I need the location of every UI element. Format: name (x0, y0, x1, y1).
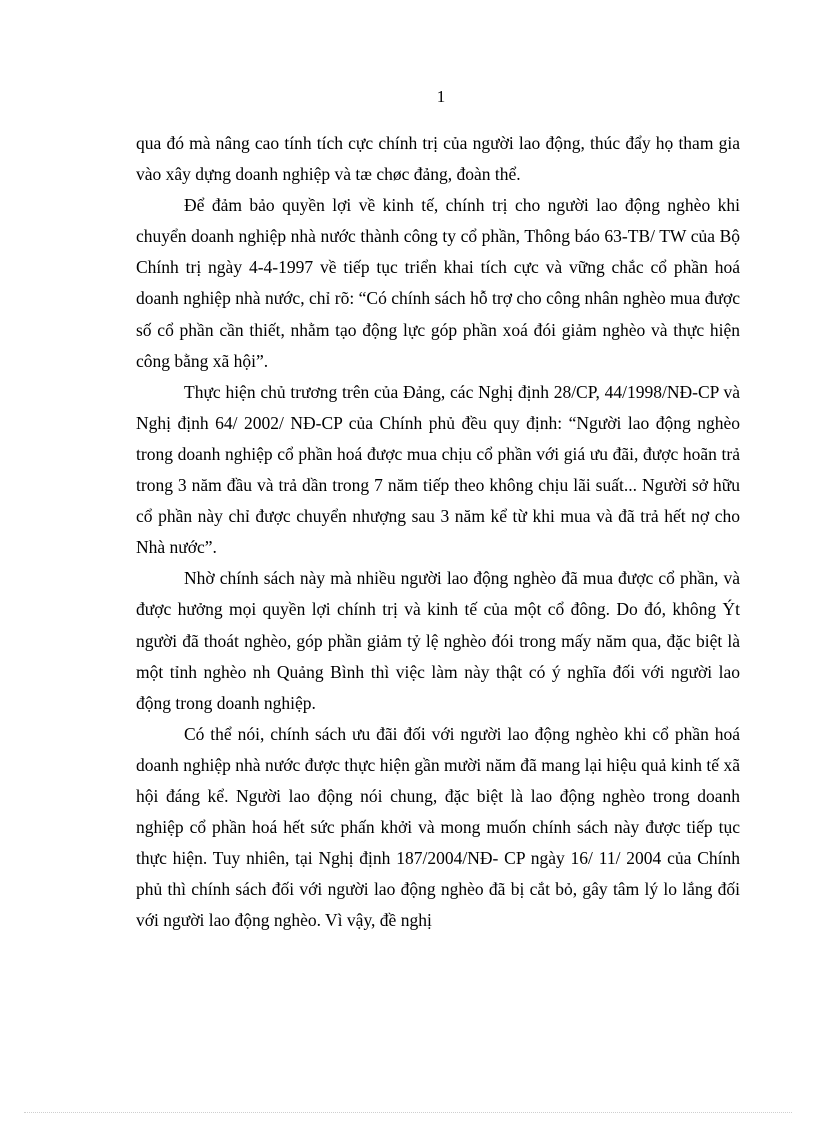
paragraph-1: qua đó mà nâng cao tính tích cực chính trị của người lao động, thúc đẩy họ tham gia vào xây dựng doanh nghiệp và tæ chøc đảng, đoàn thể. (136, 133, 740, 185)
paragraph-5: Có thể nói, chính sách ưu đãi đối với người lao động nghèo khi cổ phần hoá doanh nghiệp nhà nước được thực hiện gần mười năm đã mang lại hiệu quả kinh tế xã hội đáng kể. Người lao động nói chung, đặc biệt là lao động nghèo trong doanh nghiệp cổ phần hoá hết sức phấn khởi và mong muốn chính sách này được tiếp tục thực hiện. Tuy nhiên, tại Nghị định 187/2004/NĐ- CP ngày 16/ 11/ 2004 của Chính phủ thì chính sách đối với người lao động nghèo đã bị cắt bỏ, gây tâm lý lo lắng đối với người lao động nghèo. Vì vậy, đề nghị (136, 723, 740, 931)
page-bottom-divider (24, 1112, 792, 1113)
paragraph-3: Thực hiện chủ trương trên của Đảng, các Nghị định 28/CP, 44/1998/NĐ-CP và Nghị định 64/ 2002/ NĐ-CP của Chính phủ đều quy định: “Người lao động nghèo trong doanh nghiệp cổ phần hoá được mua chịu cổ phần với giá ưu đãi, được hoãn trả trong 3 năm đầu và trả dần trong 7 năm tiếp theo không chịu lãi suất... Người sở hữu cổ phần này chỉ được chuyển nhượng sau 3 năm kể từ khi mua và đã trả hết nợ cho Nhà nước”. (136, 381, 740, 558)
document-body (136, 128, 740, 936)
paragraph-2: Để đảm bảo quyền lợi về kinh tế, chính trị cho người lao động nghèo khi chuyển doanh nghiệp nhà nước thành công ty cổ phần, Thông báo 63-TB/ TW của Bộ Chính trị ngày 4-4-1997 về tiếp tục triển khai tích cực và vững chắc cổ phần hoá doanh nghiệp nhà nước, chỉ rõ: “Có chính sách hỗ trợ cho công nhân nghèo mua được số cổ phần cần thiết, nhằm tạo động lực góp phần xoá đói giảm nghèo và thực hiện công bằng xã hội”. (136, 195, 740, 371)
paragraph-4: Nhờ chính sách này mà nhiều người lao động nghèo đã mua được cổ phần, và được hưởng mọi quyền lợi chính trị và kinh tế của một cổ đông. Do đó, không Ýt người đã thoát nghèo, góp phần giảm tỷ lệ nghèo đói trong mấy năm qua, đặc biệt là một tỉnh nghèo nh Quảng Bình thì việc làm này thật có ý nghĩa đối với người lao động trong doanh nghiệp. (136, 568, 740, 713)
page-number: 1 (436, 87, 446, 106)
